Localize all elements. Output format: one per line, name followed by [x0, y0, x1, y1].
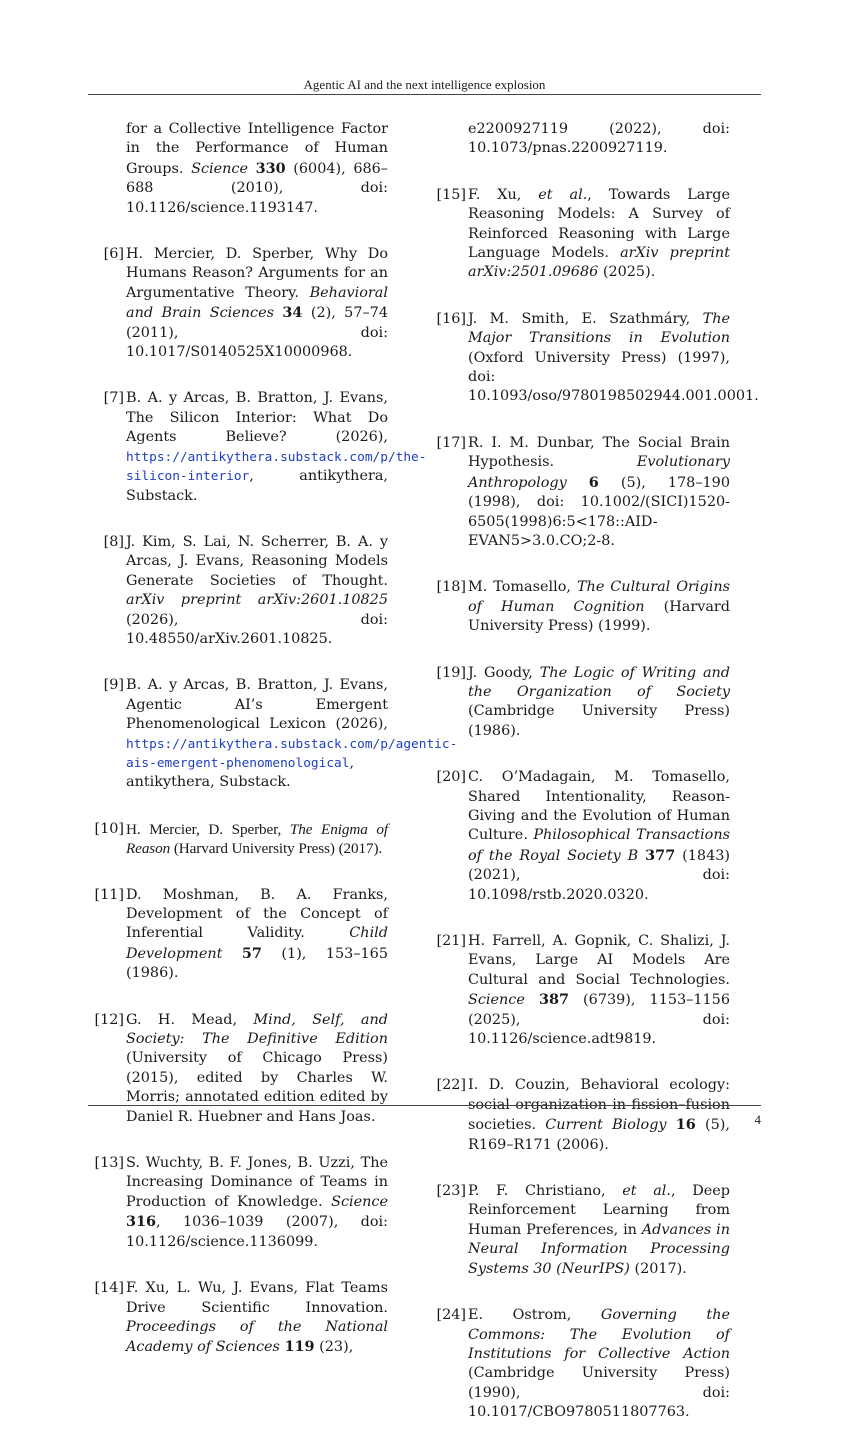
reference-text-run: J. M. Smith, E. Szathmáry, — [468, 310, 703, 327]
reference-italic-text: Science — [331, 1193, 388, 1210]
reference-text — [126, 120, 388, 218]
reference-entry — [90, 1011, 388, 1127]
reference-text — [126, 676, 458, 792]
reference-text — [126, 1154, 388, 1252]
reference-text-run: (Harvard University Press) (2017). — [170, 840, 383, 858]
reference-entry — [90, 676, 458, 792]
reference-volume: 316 — [126, 1213, 157, 1231]
reference-entry — [432, 1182, 730, 1279]
reference-text-run: for a Collective Intelligence Factor in the Performance of Human Groups. — [126, 121, 388, 177]
reference-number: [18] — [436, 579, 466, 596]
reference-text — [126, 886, 388, 984]
reference-text-run: J. Kim, S. Lai, N. Scherrer, B. A. y Arcas, J. Evans, Reasoning Models Generate Societies of Thought. — [126, 533, 388, 589]
reference-number: [12] — [94, 1011, 124, 1028]
reference-number: [19] — [436, 664, 466, 681]
reference-entry — [432, 186, 730, 283]
reference-number: [13] — [94, 1155, 124, 1172]
reference-text-run: , 1036–1039 (2007), doi: 10.1126/science.1136099. — [126, 1214, 388, 1250]
reference-entry — [90, 820, 388, 859]
reference-text-run: e2200927119 (2022), doi: 10.1073/pnas.2200927119. — [468, 121, 730, 157]
reference-italic-text: The Enigma of Reason — [126, 820, 388, 858]
reference-entry — [90, 533, 388, 649]
reference-text-run: , Towards Large Reasoning Models: A Survey of Reinforced Reasoning with Large Language Models. — [468, 186, 730, 262]
reference-text — [126, 1011, 388, 1127]
reference-text-run: C. O’Madagain, M. Tomasello, Shared Intentionality, Reason-Giving and the Evolution of Human Culture. — [468, 769, 730, 844]
reference-entry — [432, 1306, 730, 1422]
reference-text-run: , antikythera, Substack. — [126, 754, 355, 791]
reference-italic-text: Science — [191, 160, 248, 177]
reference-entry — [90, 886, 388, 984]
reference-text-run: (2017). — [629, 1260, 687, 1277]
reference-volume: 16 — [675, 1116, 696, 1134]
reference-text-run: (Cambridge University Press) (1990), doi: 10.1017/CBO9780511807763. — [468, 1365, 730, 1421]
reference-volume: 119 — [284, 1338, 315, 1356]
reference-italic-text: The Logic of Writing and the Organization of Society — [468, 664, 730, 700]
reference-number: [10] — [94, 820, 124, 837]
reference-text-run: (Harvard University Press) (1999). — [468, 598, 731, 635]
reference-text-run: (Cambridge University Press) (1986). — [468, 703, 730, 739]
reference-entry — [432, 434, 730, 551]
reference-text-run: B. A. y Arcas, B. Bratton, J. Evans, Agentic AI’s Emergent Phenomenological Lexicon (2026), — [126, 677, 388, 733]
reference-text-run: (University of Chicago Press) (2015), edited by Charles W. Morris; annotated edition edited by Daniel R. Huebner and Hans Joas. — [126, 1050, 388, 1125]
reference-text-run: H. Mercier, D. Sperber, Why Do Humans Reason? Arguments for an Argumentative Theory. — [126, 246, 388, 301]
reference-text — [468, 664, 730, 742]
reference-italic-text: Governing the Commons: The Evolution of Institutions for Collective Action — [468, 1307, 730, 1362]
reference-continuation — [90, 120, 388, 218]
reference-text — [468, 578, 730, 636]
reference-text-run: R. I. M. Dunbar, The Social Brain Hypothesis. — [468, 434, 730, 471]
reference-text — [126, 533, 388, 649]
reference-italic-text: Proceedings of the National Academy of Sciences — [126, 1318, 388, 1356]
reference-text — [468, 1076, 730, 1155]
reference-entry — [90, 245, 388, 362]
reference-number: [7] — [103, 390, 124, 407]
reference-number: [22] — [436, 1077, 466, 1094]
reference-text-run: J. Goody, — [468, 664, 540, 681]
reference-number: [15] — [436, 186, 466, 203]
reference-text-run: (2025). — [598, 264, 656, 281]
reference-entry — [90, 389, 427, 505]
reference-volume: 6 — [588, 473, 599, 491]
reference-text-run: (2), 57–74 (2011), doi: 10.1017/S0140525X10000968. — [126, 305, 388, 361]
reference-text-run: (23), — [314, 1339, 354, 1356]
reference-italic-text: et al. — [622, 1183, 671, 1200]
reference-italic-text: The Major Transitions in Evolution — [468, 310, 730, 347]
reference-entry — [432, 768, 730, 905]
reference-italic-text: Mind, Self, and Society: The Definitive Edition — [126, 1011, 388, 1048]
reference-text-run — [248, 161, 256, 177]
reference-link[interactable]: https://antikythera.substack.com/p/the-silicon-interior — [126, 449, 427, 485]
reference-text — [468, 768, 730, 905]
reference-number: [24] — [436, 1307, 466, 1324]
reference-link[interactable]: https://antikythera.substack.com/p/agentic-ais-emergent-phenomenological — [126, 736, 458, 771]
reference-text-run — [525, 992, 539, 1008]
reference-volume: 330 — [255, 159, 286, 177]
running-header: Agentic AI and the next intelligence explosion — [303, 77, 546, 92]
reference-entry — [90, 1279, 388, 1358]
reference-text — [468, 932, 730, 1049]
reference-italic-text: The Cultural Origins of Human Cognition — [468, 579, 730, 615]
reference-entry — [432, 578, 730, 636]
reference-text-run: H. Farrell, A. Gopnik, C. Shalizi, J. Evans, Large AI Models Are Cultural and Social Technologies. — [468, 933, 730, 988]
reference-text-run — [567, 475, 589, 491]
reference-italic-text: Advances in Neural Information Processing Systems 30 (NeurIPS) — [468, 1221, 730, 1277]
reference-text — [468, 1306, 730, 1422]
reference-number: [17] — [436, 434, 466, 451]
reference-italic-text: Current Biology — [545, 1117, 667, 1134]
reference-text-run: I. D. Couzin, Behavioral ecology: social organization in fission–fusion societies. — [468, 1077, 730, 1134]
reference-text — [468, 120, 730, 159]
reference-text — [468, 310, 759, 407]
references-right-column — [432, 120, 759, 1450]
reference-italic-text: Child Development — [126, 925, 388, 962]
footer-rule — [88, 1105, 761, 1106]
reference-text-run: G. H. Mead, — [126, 1011, 254, 1028]
reference-text-run: P. F. Christiano, — [468, 1183, 623, 1200]
reference-continuation — [432, 120, 730, 159]
reference-text-run: (6004), 686–688 (2010), doi: 10.1126/science.1193147. — [126, 160, 388, 216]
reference-text — [126, 820, 388, 859]
reference-volume: 34 — [282, 304, 303, 322]
reference-number: [21] — [436, 933, 466, 949]
reference-number: [11] — [94, 886, 124, 903]
reference-italic-text: et al. — [538, 186, 588, 203]
page-number: 4 — [754, 1112, 761, 1127]
reference-text-run: , Deep Reinforcement Learning from Human Preferences, in — [468, 1183, 730, 1238]
reference-volume: 377 — [645, 846, 676, 864]
reference-entry — [432, 932, 730, 1049]
reference-entry — [432, 664, 730, 742]
reference-entry — [432, 1076, 730, 1155]
reference-text — [468, 434, 730, 551]
reference-text-run: (5), R169–R171 (2006). — [468, 1117, 730, 1153]
reference-text-run: (1843) (2021), doi: 10.1098/rstb.2020.0320. — [468, 847, 730, 903]
reference-italic-text: arXiv preprint arXiv:2501.09686 — [468, 245, 730, 281]
header-rule — [88, 94, 761, 95]
reference-number: [20] — [436, 769, 466, 786]
reference-text-run: B. A. y Arcas, B. Bratton, J. Evans, The Silicon Interior: What Do Agents Believe? (2026), — [126, 390, 388, 446]
reference-italic-text: arXiv preprint arXiv:2601.10825 — [126, 592, 388, 609]
reference-text-run: E. Ostrom, — [468, 1307, 601, 1324]
reference-text-run: D. Moshman, B. A. Franks, Development of the Concept of Inferential Validity. — [126, 886, 388, 942]
reference-italic-text: Behavioral and Brain Sciences — [126, 284, 388, 322]
reference-text — [468, 186, 730, 283]
reference-text-run: S. Wuchty, B. F. Jones, B. Uzzi, The Increasing Dominance of Teams in Production of Knowledge. — [126, 1155, 388, 1210]
reference-entry — [432, 310, 759, 407]
reference-number: [23] — [436, 1183, 466, 1200]
reference-text-run: (Oxford University Press) (1997), doi: 10.1093/oso/9780198502944.001.0001. — [468, 349, 759, 405]
reference-italic-text: Evolutionary Anthropology — [468, 454, 730, 491]
reference-text-run: F. Xu, — [468, 186, 539, 203]
reference-text-run: , antikythera, Substack. — [126, 468, 388, 504]
reference-number: [8] — [103, 533, 124, 550]
reference-text — [126, 1279, 388, 1358]
reference-text-run: (2026), doi: 10.48550/arXiv.2601.10825. — [126, 611, 388, 647]
reference-text-run: (5), 178–190 (1998), doi: 10.1002/(SICI)1520-6505(1998)6:5<178::AID-EVAN5>3.0.CO;2-8. — [468, 474, 730, 549]
reference-text-run: H. Mercier, D. Sperber, — [126, 820, 290, 838]
reference-italic-text: Philosophical Transactions of the Royal Society B — [468, 827, 730, 864]
reference-text — [468, 1182, 730, 1279]
reference-number: [16] — [436, 310, 466, 327]
reference-italic-text: Science — [468, 992, 525, 1009]
reference-number: [14] — [94, 1280, 124, 1297]
reference-entry — [90, 1154, 388, 1252]
reference-text-run — [667, 1117, 676, 1133]
reference-text-run: F. Xu, L. Wu, J. Evans, Flat Teams Drive Scientific Innovation. — [126, 1280, 388, 1316]
reference-number: [6] — [103, 246, 124, 263]
reference-volume: 57 — [241, 944, 262, 962]
reference-volume: 387 — [538, 991, 569, 1009]
reference-text-run: (6739), 1153–1156 (2025), doi: 10.1126/science.adt9819. — [468, 992, 730, 1048]
reference-text-run — [222, 946, 242, 962]
reference-text-run: M. Tomasello, — [468, 579, 577, 596]
reference-text-run: (1), 153–165 (1986). — [126, 945, 388, 982]
reference-text — [126, 245, 388, 362]
reference-text — [126, 389, 427, 505]
reference-number: [9] — [103, 677, 124, 694]
